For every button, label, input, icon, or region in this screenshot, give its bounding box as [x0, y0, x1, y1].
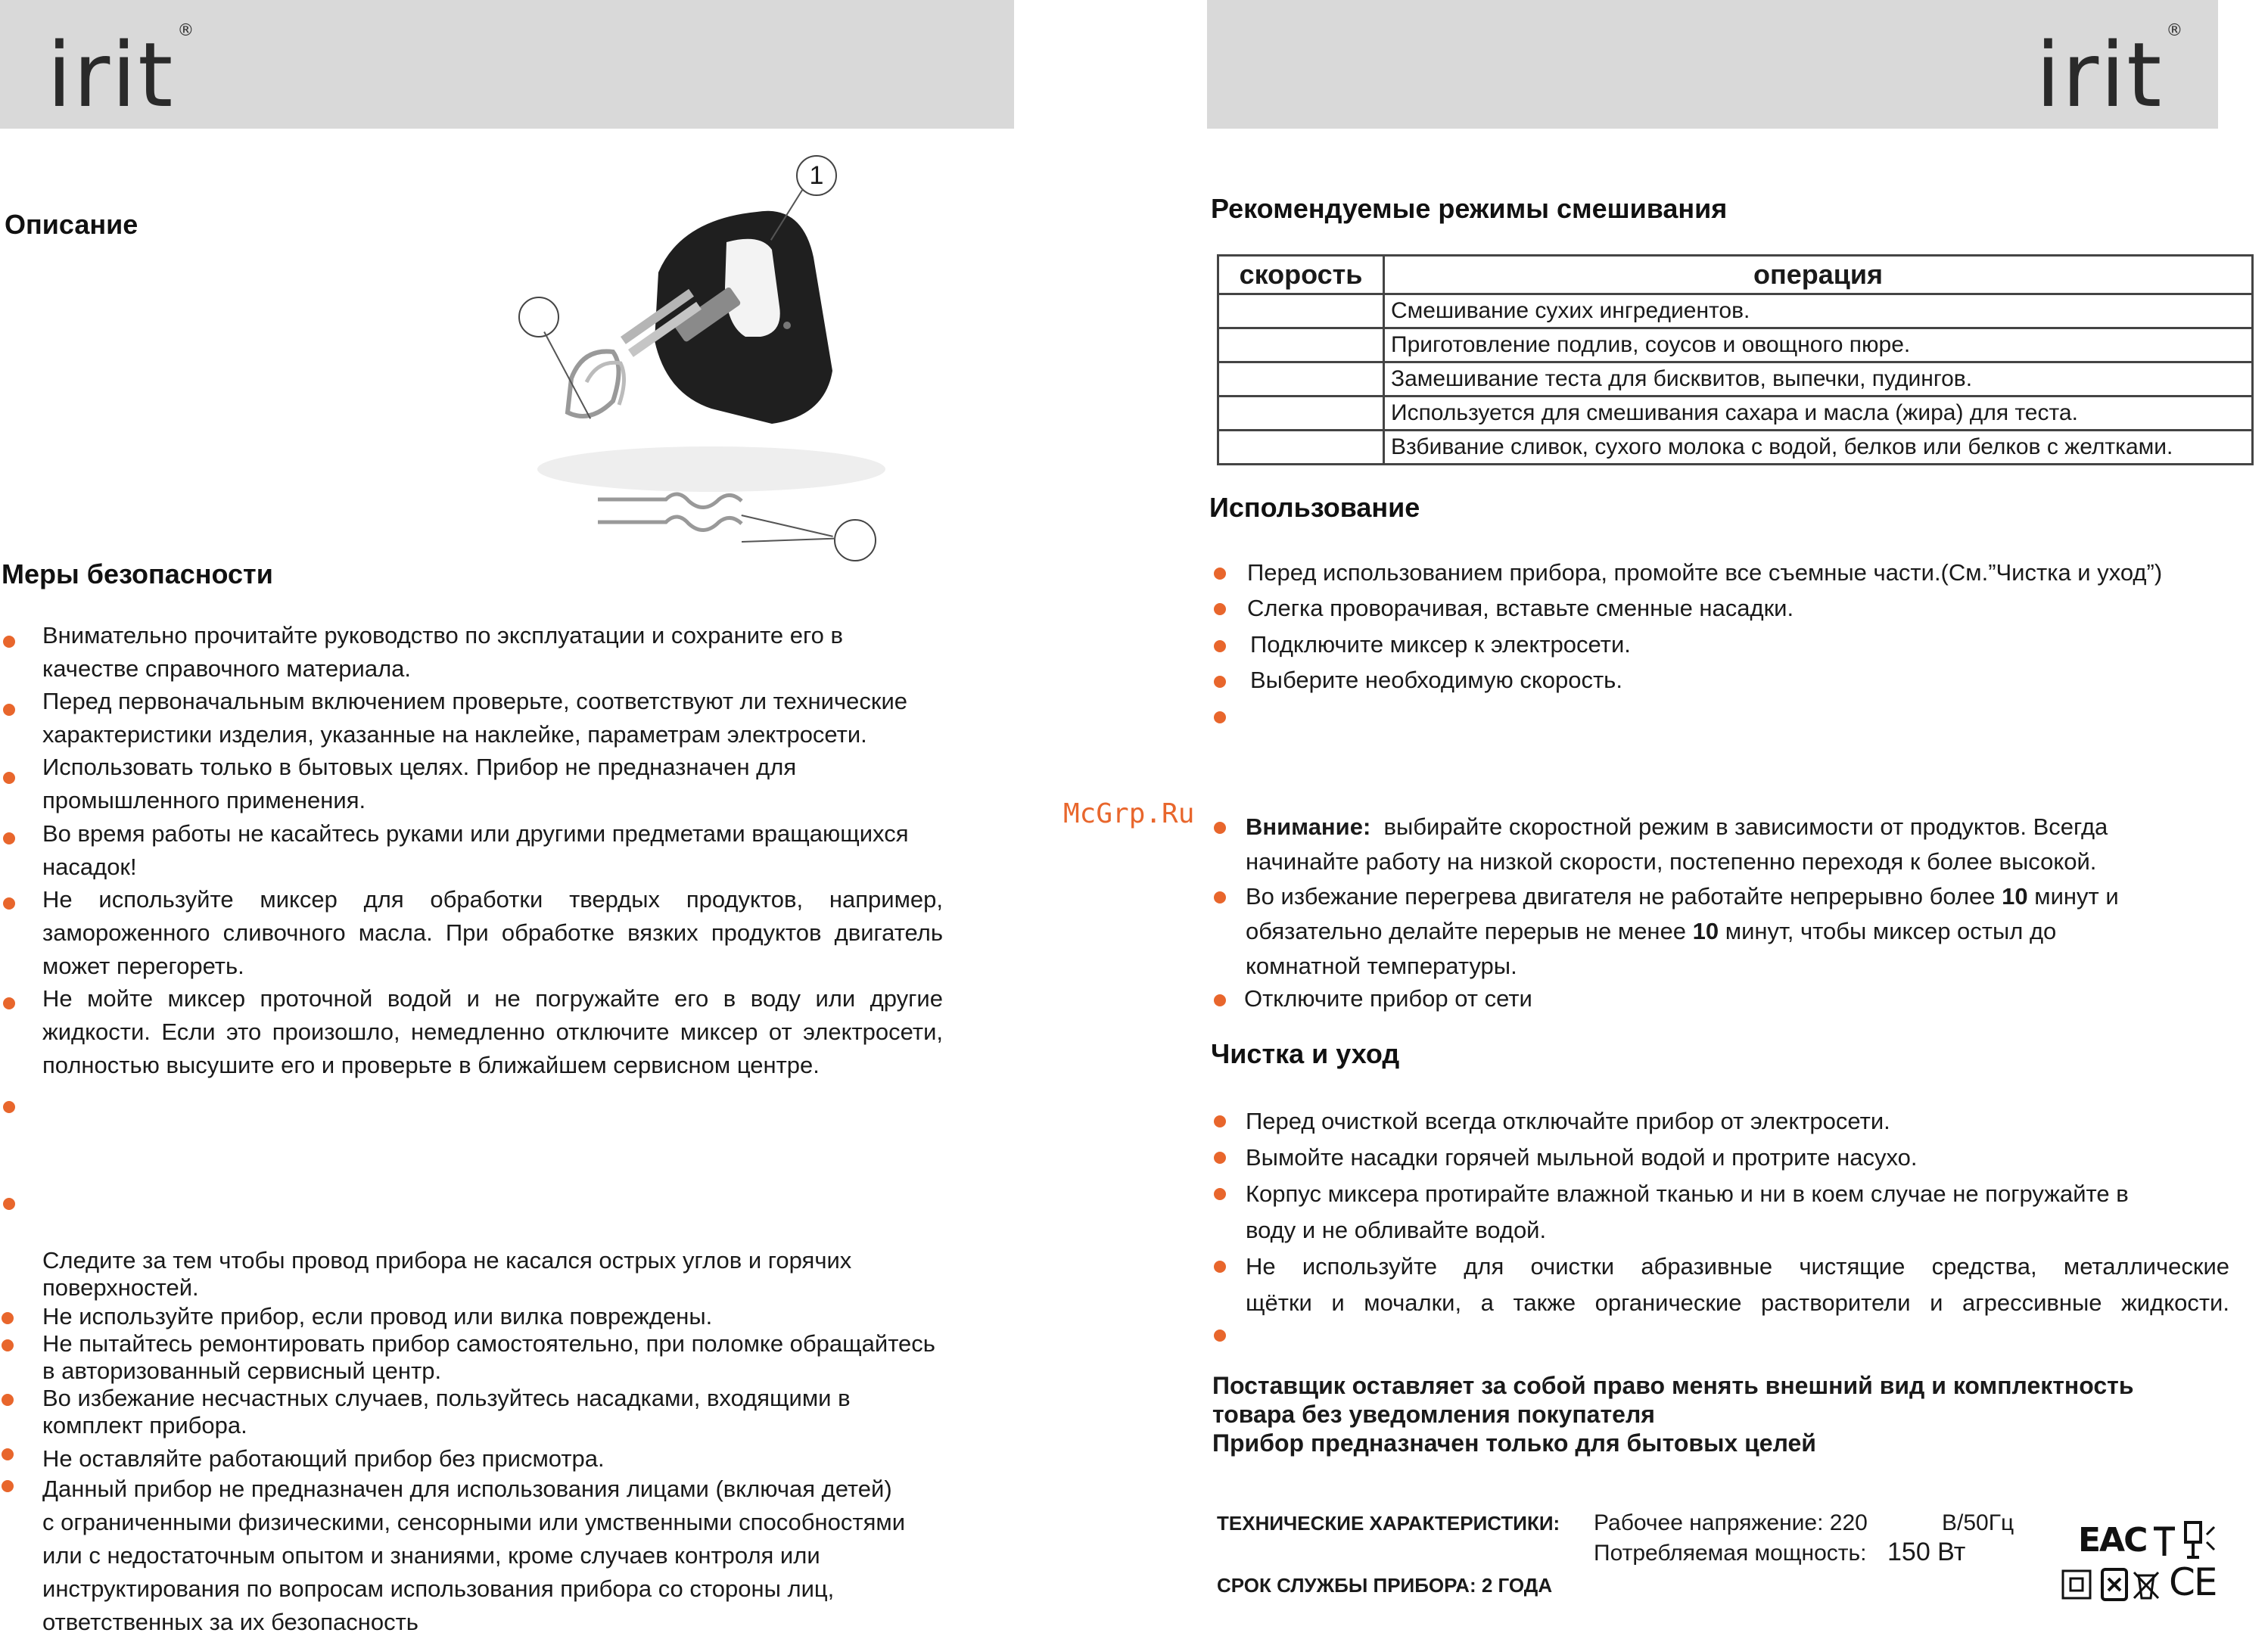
bullet	[1214, 822, 1226, 834]
bullet-empty	[3, 1101, 15, 1113]
bullet	[1214, 994, 1226, 1006]
col-speed-header: скорость	[1218, 256, 1384, 294]
safety-item-2: Не используйте прибор, если провод или вилка повреждены.	[42, 1303, 713, 1330]
usage-item: Перед использованием прибора, промойте все съемные части.(См.”Чистка и уход”)	[1247, 559, 2163, 586]
brand-logo-right: irit ®	[2036, 21, 2185, 127]
supplier-note: Поставщик оставляет за собой право менять внешний вид и комплектность товара без уведомления покупателя Прибор предназначен только для бытовых целей	[1212, 1372, 2134, 1457]
ce-mark: CE	[2169, 1560, 2217, 1604]
callout-2	[518, 297, 559, 337]
power-value: 150 Вт	[1887, 1538, 1966, 1566]
bullet	[1214, 1152, 1226, 1164]
safety-item: Использовать только в бытовых целях. Прибор не предназначен для промышленного применения.	[42, 754, 797, 813]
bullet	[3, 832, 15, 844]
safety-title: Меры безопасности	[2, 558, 273, 589]
usage-item: Слегка проворачивая, вставьте сменные насадки.	[1247, 595, 1794, 621]
bullet-empty	[3, 1198, 15, 1210]
callout-1: 1	[796, 155, 837, 196]
bullet-empty	[1214, 1330, 1226, 1342]
bullet	[1214, 1188, 1226, 1200]
care-item: Не используйте для очистки абразивные чистящие средства, металлические щётки и мочалки, а также органические растворители и агрессивные жидкости.	[1246, 1253, 2229, 1316]
usage-item: Подключите миксер к электросети.	[1250, 631, 1631, 658]
care-title: Чистка и уход	[1211, 1038, 1400, 1069]
safety-item: Не мойте миксер проточной водой и не погружайте его в воду или другие жидкости. Если это произошло, немедленно отключите миксер от электросети, полностью высушите его и проверьте в ближайшем сервисном центре.	[42, 985, 943, 1078]
usage-title: Использование	[1209, 492, 1420, 523]
bullet	[3, 704, 15, 716]
bullet	[1214, 891, 1226, 903]
brand-logo-left: irit ®	[47, 21, 196, 127]
col-operation-header: операция	[1384, 256, 2253, 294]
bullet	[3, 997, 15, 1009]
bullet	[2, 1448, 14, 1460]
bullet	[3, 772, 15, 784]
cord-note: Следите за тем чтобы провод прибора не касался острых углов и горячих поверхностей.	[42, 1247, 852, 1301]
table-row: Смешивание сухих ингредиентов.	[1218, 294, 2253, 328]
bullet	[2, 1480, 14, 1492]
attention-note: Внимание: выбирайте скоростной режим в зависимости от продуктов. Всегда начинайте работу на низкой скорости, постепенно переходя к более высокой.	[1246, 813, 2108, 875]
bullet	[1214, 640, 1226, 652]
callout-3	[834, 519, 876, 561]
care-item: Корпус миксера протирайте влажной тканью и ни в коем случае не погружайте в воду и не обливайте водой.	[1246, 1180, 2129, 1243]
bullet-empty	[1214, 711, 1226, 723]
voltage-unit: В/50Гц	[1942, 1510, 2014, 1535]
description-title: Описание	[5, 209, 138, 240]
table-row: Приготовление подлив, соусов и овощного пюре.	[1218, 328, 2253, 362]
modes-table	[1217, 254, 2254, 465]
safety-item-2: Не пытайтесь ремонтировать прибор самостоятельно, при поломке обращайтесь в авторизованный сервисный центр.	[42, 1330, 935, 1384]
eac-mark: ЕАС	[2078, 1521, 2147, 1560]
safety-item: Перед первоначальным включением проверьте, соответствуют ли технические характеристики изделия, указанные на наклейке, параметрам электросети.	[42, 688, 908, 748]
usage-item: Выберите необходимую скорость.	[1250, 667, 1622, 693]
safety-item: Внимательно прочитайте руководство по эксплуатации и сохраните его в качестве справочного материала.	[42, 622, 843, 682]
watermark: McGrp.Ru	[1063, 798, 1195, 829]
bullet	[1214, 603, 1226, 615]
bullet	[3, 636, 15, 648]
care-item: Перед очисткой всегда отключайте прибор от электросети.	[1246, 1108, 1890, 1134]
safety-item-2: Не оставляйте работающий прибор без присмотра.	[42, 1445, 605, 1472]
safety-item: Во время работы не касайтесь руками или другими предметами вращающихся насадок!	[42, 820, 909, 880]
bullet	[1214, 568, 1226, 580]
recycle-icons	[2060, 1565, 2166, 1604]
handling-icons	[2149, 1519, 2217, 1565]
bullet	[2, 1394, 14, 1406]
bullet	[3, 897, 15, 910]
table-row: Взбивание сливок, сухого молока с водой, белков или белков с желтками.	[1218, 431, 2253, 465]
bullet	[1214, 1115, 1226, 1127]
bullet	[2, 1312, 14, 1324]
unplug-note: Отключите прибор от сети	[1244, 985, 1532, 1012]
table-row: Замешивание теста для бисквитов, выпечки, пудингов.	[1218, 362, 2253, 397]
modes-title: Рекомендуемые режимы смешивания	[1211, 193, 1728, 224]
care-item: Вымойте насадки горячей мыльной водой и протрите насухо.	[1246, 1144, 1918, 1171]
spec-label: ТЕХНИЧЕСКИЕ ХАРАКТЕРИСТИКИ:	[1217, 1512, 1560, 1535]
service-life: СРОК СЛУЖБЫ ПРИБОРА: 2 ГОДА	[1217, 1574, 1553, 1597]
power-label: Потребляемая мощность:	[1594, 1541, 1867, 1566]
dough-hooks-illustration	[598, 484, 764, 545]
bullet	[2, 1339, 14, 1351]
overheat-note: Во избежание перегрева двигателя не работайте непрерывно более 10 минут и обязательно делайте перерыв не менее 10 минут, чтобы миксер остыл до комнатной температуры.	[1246, 883, 2119, 979]
bullet	[1214, 1261, 1226, 1273]
safety-item-2: Данный прибор не предназначен для использования лицами (включая детей) с ограниченными физическими, сенсорными или умственными способностями или с недостаточным опытом и знаниями, кроме случаев контроля или инструктирования по вопросам использования прибора со стороны лиц, ответственных за их безопасность	[42, 1476, 906, 1635]
safety-item-2: Во избежание несчастных случаев, пользуйтесь насадками, входящими в комплект прибора.	[42, 1385, 851, 1438]
table-row: Используется для смешивания сахара и масла (жира) для теста.	[1218, 397, 2253, 431]
safety-item: Не используйте миксер для обработки твердых продуктов, например, замороженного сливочного масла. При обработке вязких продуктов двигатель может перегореть.	[42, 886, 943, 979]
voltage-label: Рабочее напряжение: 220	[1594, 1510, 1868, 1535]
bullet	[1214, 676, 1226, 688]
